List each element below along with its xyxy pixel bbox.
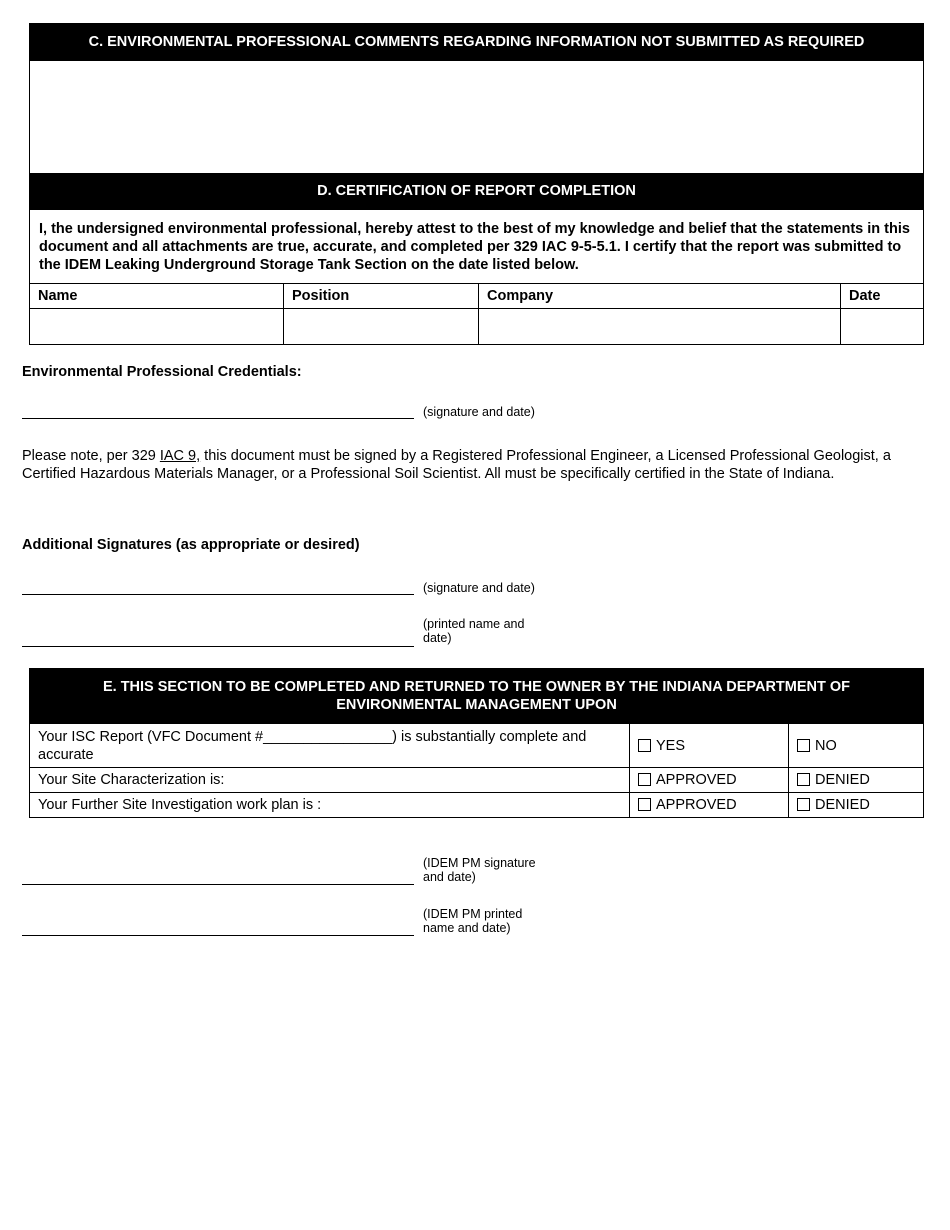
yes-option[interactable]	[630, 724, 789, 768]
site-char-denied-checkbox[interactable]	[797, 773, 810, 786]
site-char-approved-option[interactable]	[630, 768, 789, 793]
fsi-denied-option[interactable]	[789, 793, 924, 818]
date-field[interactable]	[841, 309, 924, 345]
additional-printed-name-line[interactable]	[22, 646, 414, 647]
certification-note	[22, 447, 937, 483]
note-iac-link[interactable]: IAC 9,	[159, 448, 201, 464]
section-e-title: E. THIS SECTION TO BE COMPLETED AND RETURNED TO THE OWNER BY THE INDIANA DEPARTMENT OF ENVIRONMENTAL MANAGEMENT UPON	[102, 679, 851, 713]
col-date-header: Date	[841, 284, 924, 309]
further-investigation-label: Your Further Site Investigation work plan is :	[30, 793, 630, 818]
idem-review-table	[29, 723, 924, 818]
section-d-header	[29, 173, 924, 210]
credentials-signature-caption: (signature and date)	[423, 405, 535, 419]
table-row	[30, 768, 924, 793]
col-name-header: Name	[30, 284, 284, 309]
additional-signatures-heading: Additional Signatures (as appropriate or desired)	[22, 537, 360, 553]
denied-label: DENIED	[815, 797, 870, 813]
table-row	[30, 793, 924, 818]
no-label: NO	[815, 737, 837, 754]
no-option[interactable]	[789, 724, 924, 768]
idem-printed-caption: (IDEM PM printed name and date)	[423, 907, 523, 935]
note-prefix: Please note, per 329	[22, 448, 160, 464]
fsi-denied-checkbox[interactable]	[797, 798, 810, 811]
no-checkbox[interactable]	[797, 739, 810, 752]
company-field[interactable]	[479, 309, 841, 345]
approved-label: APPROVED	[656, 797, 737, 813]
approved-label: APPROVED	[656, 772, 737, 788]
name-field[interactable]	[30, 309, 284, 345]
idem-signature-caption: (IDEM PM signature and date)	[423, 856, 536, 884]
section-d-title: D. CERTIFICATION OF REPORT COMPLETION	[317, 183, 636, 199]
col-position-header: Position	[284, 284, 479, 309]
position-field[interactable]	[284, 309, 479, 345]
site-characterization-label: Your Site Characterization is:	[30, 768, 630, 793]
idem-signature-line[interactable]	[22, 884, 414, 885]
idem-printed-name-line[interactable]	[22, 935, 414, 936]
additional-signature-line[interactable]	[22, 594, 414, 595]
section-c-title: C. ENVIRONMENTAL PROFESSIONAL COMMENTS REGARDING INFORMATION NOT SUBMITTED AS REQUIRED	[88, 34, 865, 50]
certification-table	[29, 283, 924, 345]
denied-label: DENIED	[815, 772, 870, 788]
credentials-heading: Environmental Professional Credentials:	[22, 364, 302, 380]
site-char-approved-checkbox[interactable]	[638, 773, 651, 786]
section-d-attestation-box	[29, 210, 924, 283]
yes-checkbox[interactable]	[638, 739, 651, 752]
table-row	[30, 724, 924, 768]
yes-label: YES	[656, 737, 686, 754]
section-e-header	[29, 668, 924, 723]
fsi-approved-checkbox[interactable]	[638, 798, 651, 811]
attestation-text: I, the undersigned environmental professional, hereby attest to the best of my knowledge and belief that the statements in this document and all attachments are true, accurate, and completed per 329 IAC 9-5-5.1. I certify that the report was submitted to the IDEM Leaking Underground Storage Tank Section on the date listed below.	[39, 221, 910, 273]
credentials-signature-line[interactable]	[22, 418, 414, 419]
additional-signature-caption: (signature and date)	[423, 581, 535, 595]
isc-report-label: Your ISC Report (VFC Document #________________) is substantially complete and accurate	[30, 724, 630, 768]
note-suffix: this document must be signed by a Registered Professional Engineer, a Licensed Professional Geologist, a Certified Hazardous Materials Manager, or a Professional Soil Scientist. All must be specifically certified in the State of Indiana.	[22, 448, 891, 482]
fsi-approved-option[interactable]	[630, 793, 789, 818]
additional-printed-caption: (printed name and date)	[423, 617, 525, 645]
section-c-header	[29, 23, 924, 61]
site-char-denied-option[interactable]	[789, 768, 924, 793]
section-c-comments-area[interactable]	[29, 61, 924, 173]
col-company-header: Company	[479, 284, 841, 309]
